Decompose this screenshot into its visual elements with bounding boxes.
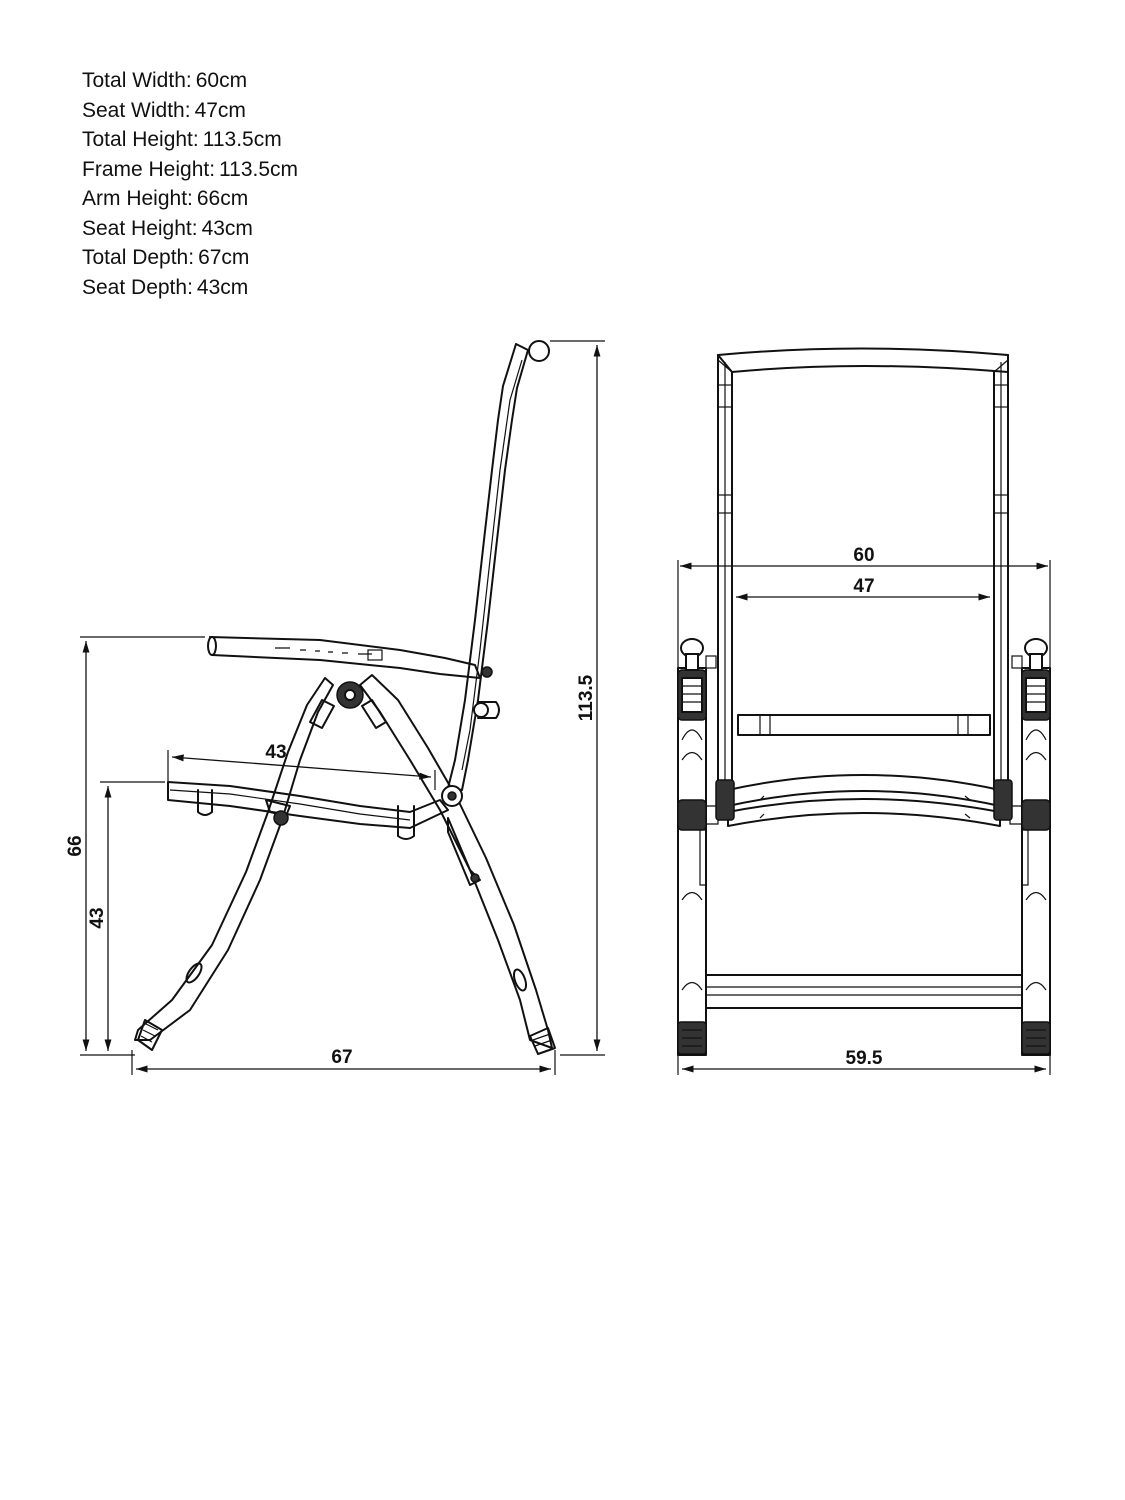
side-backrest bbox=[448, 344, 528, 790]
dim-line-seat-depth bbox=[172, 757, 431, 777]
front-seat-rail-lower bbox=[728, 799, 1000, 826]
spec-seat-depth: Seat Depth: 43cm bbox=[82, 275, 249, 299]
front-view bbox=[678, 349, 1050, 1076]
dim-label-total-width: 60 bbox=[853, 545, 875, 566]
spec-total-height: Total Height: 113.5cm bbox=[82, 128, 282, 151]
dim-label-arm-height: 66 bbox=[65, 835, 86, 857]
dim-label-seat-width: 47 bbox=[853, 576, 875, 597]
side-front-leg bbox=[135, 678, 333, 1040]
spec-arm-height: Arm Height: 66cm bbox=[82, 187, 249, 210]
dim-label-seat-depth: 43 bbox=[265, 742, 287, 763]
spec-frame-height: Frame Height: 113.5cm bbox=[82, 157, 299, 181]
side-rear-leg bbox=[360, 675, 552, 1048]
front-bottom-crossbar bbox=[706, 975, 1022, 1008]
front-right-leg bbox=[1022, 668, 1050, 1055]
side-view bbox=[65, 341, 605, 1075]
spec-seat-width: Seat Width: 47cm bbox=[82, 98, 246, 122]
dim-label-total-height: 113.5 bbox=[576, 674, 597, 722]
dim-label-total-depth: 67 bbox=[331, 1047, 353, 1068]
front-back-crossbar bbox=[738, 715, 990, 735]
front-left-leg bbox=[678, 668, 706, 1055]
side-front-foot bbox=[138, 1020, 162, 1050]
front-backrest bbox=[718, 349, 1008, 373]
front-seat-rail-upper bbox=[728, 775, 1000, 806]
spec-total-width: Total Width: 60cm bbox=[82, 69, 248, 92]
spec-seat-height: Seat Height: 43cm bbox=[82, 216, 253, 240]
dim-label-base-width: 59.5 bbox=[845, 1048, 883, 1069]
spec-total-depth: Total Depth: 67cm bbox=[82, 246, 250, 269]
side-top-cap bbox=[529, 341, 549, 361]
side-armrest bbox=[210, 637, 480, 678]
dim-label-seat-height: 43 bbox=[87, 907, 108, 929]
